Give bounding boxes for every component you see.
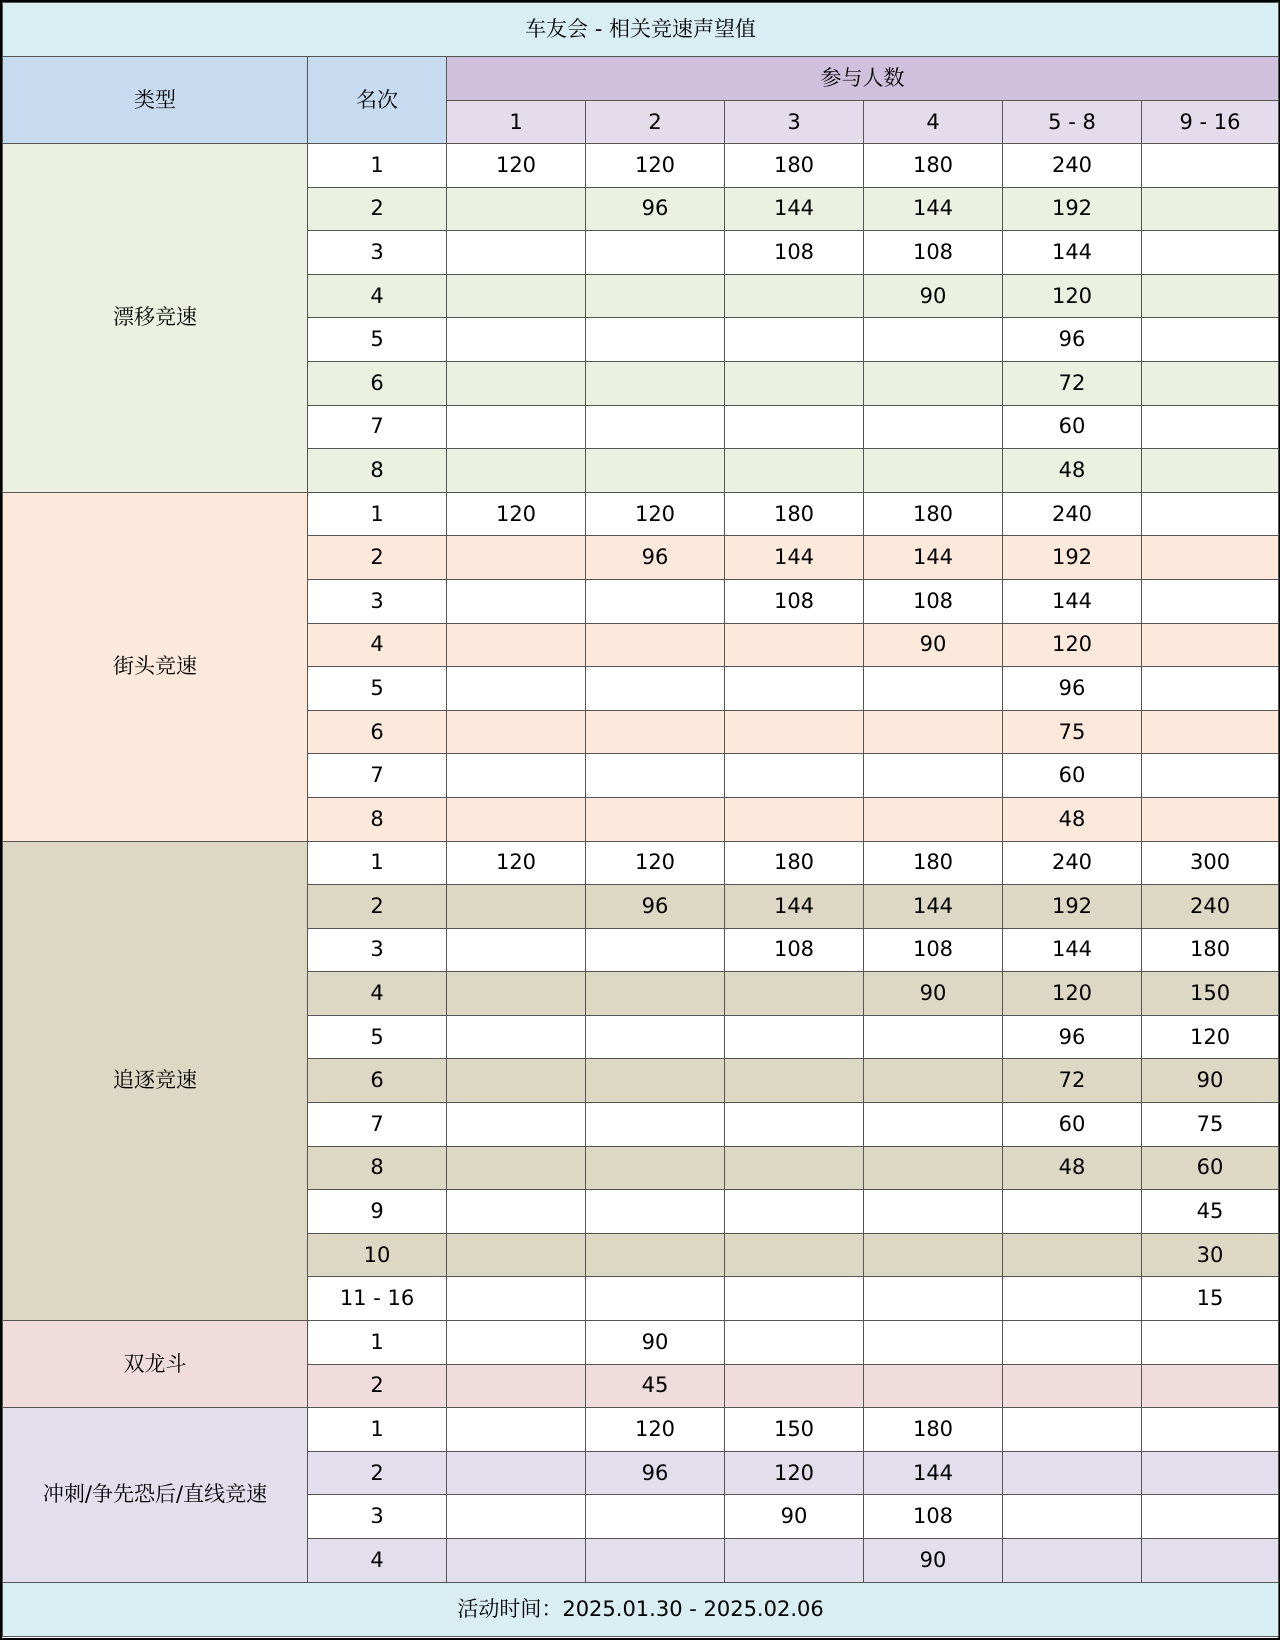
value-cell xyxy=(864,1059,1003,1103)
value-cell xyxy=(1142,667,1279,711)
value-cell: 180 xyxy=(725,492,864,536)
rank-cell: 7 xyxy=(308,405,447,449)
value-cell xyxy=(586,274,725,318)
value-cell xyxy=(447,885,586,929)
value-cell xyxy=(447,1059,586,1103)
value-cell xyxy=(447,972,586,1016)
value-cell: 75 xyxy=(1142,1103,1279,1147)
table-row xyxy=(3,1408,1279,1452)
value-cell: 120 xyxy=(447,841,586,885)
value-cell xyxy=(586,1190,725,1234)
value-cell: 180 xyxy=(725,841,864,885)
value-cell: 120 xyxy=(725,1451,864,1495)
value-cell xyxy=(725,405,864,449)
table-row xyxy=(3,1321,1279,1365)
value-cell xyxy=(586,1146,725,1190)
value-cell xyxy=(864,797,1003,841)
value-cell xyxy=(586,1277,725,1321)
value-cell: 180 xyxy=(864,1408,1003,1452)
value-cell xyxy=(586,754,725,798)
value-cell xyxy=(1142,754,1279,798)
value-cell xyxy=(725,972,864,1016)
rank-cell: 3 xyxy=(308,1495,447,1539)
rank-cell: 8 xyxy=(308,1146,447,1190)
value-cell xyxy=(864,667,1003,711)
value-cell xyxy=(586,1015,725,1059)
value-cell xyxy=(586,1233,725,1277)
rank-cell: 3 xyxy=(308,928,447,972)
table-row xyxy=(3,841,1279,885)
value-cell xyxy=(586,623,725,667)
value-cell xyxy=(1142,1364,1279,1408)
rank-cell: 1 xyxy=(308,1408,447,1452)
value-cell xyxy=(725,1539,864,1583)
value-cell: 180 xyxy=(864,144,1003,188)
rank-cell: 2 xyxy=(308,885,447,929)
value-cell xyxy=(864,1190,1003,1234)
value-cell: 240 xyxy=(1003,492,1142,536)
value-cell xyxy=(1003,1539,1142,1583)
value-cell xyxy=(447,579,586,623)
rank-cell: 5 xyxy=(308,318,447,362)
table-row xyxy=(3,144,1279,188)
value-cell xyxy=(447,318,586,362)
value-cell: 90 xyxy=(586,1321,725,1365)
value-cell xyxy=(1003,1451,1142,1495)
header-rank: 名次 xyxy=(308,57,447,144)
value-cell xyxy=(447,1190,586,1234)
value-cell xyxy=(1142,536,1279,580)
value-cell: 72 xyxy=(1003,361,1142,405)
value-cell: 300 xyxy=(1142,841,1279,885)
value-cell xyxy=(586,1539,725,1583)
value-cell xyxy=(1142,579,1279,623)
value-cell xyxy=(586,579,725,623)
header-col-9-16: 9 - 16 xyxy=(1142,101,1279,144)
value-cell: 120 xyxy=(586,144,725,188)
value-cell xyxy=(447,1277,586,1321)
rank-cell: 7 xyxy=(308,1103,447,1147)
value-cell: 96 xyxy=(586,885,725,929)
value-cell xyxy=(1142,231,1279,275)
value-cell xyxy=(1142,318,1279,362)
value-cell: 192 xyxy=(1003,885,1142,929)
value-cell: 48 xyxy=(1003,797,1142,841)
value-cell xyxy=(725,667,864,711)
value-cell xyxy=(586,1059,725,1103)
value-cell: 60 xyxy=(1142,1146,1279,1190)
value-cell: 144 xyxy=(1003,231,1142,275)
value-cell: 240 xyxy=(1003,841,1142,885)
value-cell xyxy=(1003,1408,1142,1452)
value-cell xyxy=(1003,1364,1142,1408)
value-cell: 240 xyxy=(1003,144,1142,188)
value-cell xyxy=(447,797,586,841)
header-col-4: 4 xyxy=(864,101,1003,144)
value-cell: 120 xyxy=(586,1408,725,1452)
value-cell xyxy=(864,1103,1003,1147)
value-cell: 108 xyxy=(864,579,1003,623)
value-cell: 108 xyxy=(864,928,1003,972)
value-cell: 120 xyxy=(586,492,725,536)
value-cell xyxy=(864,710,1003,754)
value-cell xyxy=(864,361,1003,405)
value-cell: 180 xyxy=(725,144,864,188)
value-cell xyxy=(447,1321,586,1365)
value-cell xyxy=(447,1408,586,1452)
value-cell: 60 xyxy=(1003,1103,1142,1147)
header-col-3: 3 xyxy=(725,101,864,144)
race-type-cell: 双龙斗 xyxy=(3,1321,308,1408)
value-cell xyxy=(447,1364,586,1408)
value-cell: 108 xyxy=(725,231,864,275)
value-cell xyxy=(1142,144,1279,188)
value-cell: 150 xyxy=(725,1408,864,1452)
value-cell: 120 xyxy=(447,144,586,188)
race-type-cell: 追逐竞速 xyxy=(3,841,308,1321)
value-cell xyxy=(586,1103,725,1147)
value-cell: 192 xyxy=(1003,536,1142,580)
value-cell xyxy=(586,318,725,362)
rank-cell: 6 xyxy=(308,1059,447,1103)
reputation-table xyxy=(2,2,1279,1637)
rank-cell: 2 xyxy=(308,187,447,231)
rank-cell: 6 xyxy=(308,361,447,405)
rank-cell: 5 xyxy=(308,667,447,711)
value-cell xyxy=(725,1103,864,1147)
rank-cell: 8 xyxy=(308,449,447,493)
value-cell: 30 xyxy=(1142,1233,1279,1277)
value-cell xyxy=(1003,1233,1142,1277)
value-cell: 96 xyxy=(1003,1015,1142,1059)
value-cell: 96 xyxy=(1003,318,1142,362)
value-cell xyxy=(725,1364,864,1408)
value-cell: 192 xyxy=(1003,187,1142,231)
value-cell: 120 xyxy=(1003,274,1142,318)
value-cell xyxy=(1142,361,1279,405)
value-cell xyxy=(725,1321,864,1365)
value-cell xyxy=(447,928,586,972)
value-cell xyxy=(1142,710,1279,754)
value-cell: 96 xyxy=(586,1451,725,1495)
value-cell xyxy=(447,1495,586,1539)
value-cell xyxy=(1003,1277,1142,1321)
value-cell: 90 xyxy=(864,972,1003,1016)
value-cell: 120 xyxy=(447,492,586,536)
value-cell: 108 xyxy=(864,1495,1003,1539)
value-cell xyxy=(725,1233,864,1277)
value-cell: 48 xyxy=(1003,449,1142,493)
value-cell xyxy=(1142,1495,1279,1539)
value-cell: 144 xyxy=(864,536,1003,580)
rank-cell: 4 xyxy=(308,623,447,667)
value-cell xyxy=(864,405,1003,449)
value-cell xyxy=(864,449,1003,493)
value-cell xyxy=(447,1015,586,1059)
rank-cell: 7 xyxy=(308,754,447,798)
value-cell: 60 xyxy=(1003,754,1142,798)
value-cell xyxy=(1142,405,1279,449)
rank-cell: 1 xyxy=(308,144,447,188)
value-cell xyxy=(447,710,586,754)
table-title: 车友会 - 相关竞速声望值 xyxy=(3,3,1279,57)
value-cell xyxy=(1142,1408,1279,1452)
rank-cell: 1 xyxy=(308,1321,447,1365)
value-cell: 120 xyxy=(1142,1015,1279,1059)
race-type-cell: 漂移竞速 xyxy=(3,144,308,493)
value-cell xyxy=(447,667,586,711)
value-cell: 75 xyxy=(1003,710,1142,754)
event-period: 活动时间：2025.01.30 - 2025.02.06 xyxy=(3,1582,1279,1636)
value-cell xyxy=(447,1451,586,1495)
header-col-5-8: 5 - 8 xyxy=(1003,101,1142,144)
value-cell: 150 xyxy=(1142,972,1279,1016)
rank-cell: 8 xyxy=(308,797,447,841)
value-cell: 108 xyxy=(725,928,864,972)
value-cell xyxy=(1003,1321,1142,1365)
value-cell: 15 xyxy=(1142,1277,1279,1321)
value-cell xyxy=(864,1321,1003,1365)
rank-cell: 2 xyxy=(308,1451,447,1495)
value-cell: 120 xyxy=(1003,972,1142,1016)
value-cell: 96 xyxy=(1003,667,1142,711)
value-cell: 45 xyxy=(586,1364,725,1408)
value-cell xyxy=(725,318,864,362)
value-cell xyxy=(1142,623,1279,667)
value-cell xyxy=(725,1190,864,1234)
rank-cell: 5 xyxy=(308,1015,447,1059)
value-cell: 120 xyxy=(586,841,725,885)
value-cell: 108 xyxy=(725,579,864,623)
value-cell xyxy=(586,710,725,754)
header-col-2: 2 xyxy=(586,101,725,144)
value-cell xyxy=(725,1146,864,1190)
value-cell xyxy=(447,1539,586,1583)
value-cell xyxy=(586,972,725,1016)
value-cell xyxy=(1142,449,1279,493)
table-row xyxy=(3,492,1279,536)
value-cell: 96 xyxy=(586,187,725,231)
value-cell xyxy=(447,1233,586,1277)
value-cell xyxy=(725,1059,864,1103)
rank-cell: 3 xyxy=(308,579,447,623)
value-cell xyxy=(864,1277,1003,1321)
value-cell xyxy=(586,797,725,841)
value-cell: 120 xyxy=(1003,623,1142,667)
value-cell xyxy=(1142,187,1279,231)
rank-cell: 6 xyxy=(308,710,447,754)
value-cell xyxy=(725,449,864,493)
rank-cell: 2 xyxy=(308,536,447,580)
value-cell: 240 xyxy=(1142,885,1279,929)
value-cell: 180 xyxy=(864,492,1003,536)
value-cell xyxy=(864,754,1003,798)
value-cell xyxy=(447,361,586,405)
value-cell xyxy=(864,318,1003,362)
value-cell xyxy=(586,361,725,405)
rank-cell: 4 xyxy=(308,972,447,1016)
value-cell: 72 xyxy=(1003,1059,1142,1103)
value-cell xyxy=(1142,274,1279,318)
value-cell: 144 xyxy=(725,885,864,929)
value-cell xyxy=(864,1364,1003,1408)
header-type: 类型 xyxy=(3,57,308,144)
value-cell xyxy=(1003,1190,1142,1234)
value-cell xyxy=(447,405,586,449)
value-cell xyxy=(725,623,864,667)
rank-cell: 1 xyxy=(308,841,447,885)
value-cell xyxy=(586,231,725,275)
value-cell: 90 xyxy=(864,274,1003,318)
rank-cell: 1 xyxy=(308,492,447,536)
value-cell xyxy=(586,1495,725,1539)
value-cell xyxy=(725,274,864,318)
value-cell xyxy=(586,928,725,972)
value-cell: 108 xyxy=(864,231,1003,275)
rank-cell: 3 xyxy=(308,231,447,275)
value-cell xyxy=(1142,1451,1279,1495)
header-participants: 参与人数 xyxy=(447,57,1279,101)
rank-cell: 2 xyxy=(308,1364,447,1408)
value-cell xyxy=(447,754,586,798)
value-cell: 60 xyxy=(1003,405,1142,449)
value-cell xyxy=(725,361,864,405)
value-cell xyxy=(447,1103,586,1147)
value-cell: 48 xyxy=(1003,1146,1142,1190)
value-cell xyxy=(725,797,864,841)
value-cell: 144 xyxy=(1003,928,1142,972)
value-cell xyxy=(864,1146,1003,1190)
value-cell xyxy=(725,754,864,798)
value-cell xyxy=(1142,492,1279,536)
value-cell xyxy=(864,1015,1003,1059)
race-type-cell: 冲刺/争先恐后/直线竞速 xyxy=(3,1408,308,1582)
value-cell: 90 xyxy=(1142,1059,1279,1103)
value-cell xyxy=(864,1233,1003,1277)
value-cell xyxy=(447,449,586,493)
value-cell: 180 xyxy=(864,841,1003,885)
value-cell: 144 xyxy=(1003,579,1142,623)
value-cell xyxy=(447,1146,586,1190)
rank-cell: 4 xyxy=(308,1539,447,1583)
value-cell: 144 xyxy=(864,187,1003,231)
value-cell xyxy=(1142,1539,1279,1583)
value-cell xyxy=(447,231,586,275)
rank-cell: 9 xyxy=(308,1190,447,1234)
value-cell xyxy=(1142,797,1279,841)
value-cell xyxy=(447,623,586,667)
value-cell: 90 xyxy=(864,1539,1003,1583)
value-cell xyxy=(725,1015,864,1059)
value-cell xyxy=(586,667,725,711)
value-cell xyxy=(725,710,864,754)
value-cell: 144 xyxy=(864,1451,1003,1495)
header-col-1: 1 xyxy=(447,101,586,144)
value-cell xyxy=(586,449,725,493)
value-cell: 144 xyxy=(864,885,1003,929)
race-type-cell: 街头竞速 xyxy=(3,492,308,841)
value-cell: 90 xyxy=(725,1495,864,1539)
rank-cell: 4 xyxy=(308,274,447,318)
value-cell xyxy=(1142,1321,1279,1365)
value-cell xyxy=(1003,1495,1142,1539)
value-cell: 45 xyxy=(1142,1190,1279,1234)
value-cell xyxy=(447,187,586,231)
rank-cell: 10 xyxy=(308,1233,447,1277)
value-cell xyxy=(586,405,725,449)
rank-cell: 11 - 16 xyxy=(308,1277,447,1321)
value-cell: 144 xyxy=(725,187,864,231)
value-cell xyxy=(447,536,586,580)
value-cell xyxy=(725,1277,864,1321)
table-body xyxy=(3,144,1279,1583)
value-cell: 180 xyxy=(1142,928,1279,972)
value-cell: 96 xyxy=(586,536,725,580)
value-cell xyxy=(447,274,586,318)
value-cell: 90 xyxy=(864,623,1003,667)
value-cell: 144 xyxy=(725,536,864,580)
